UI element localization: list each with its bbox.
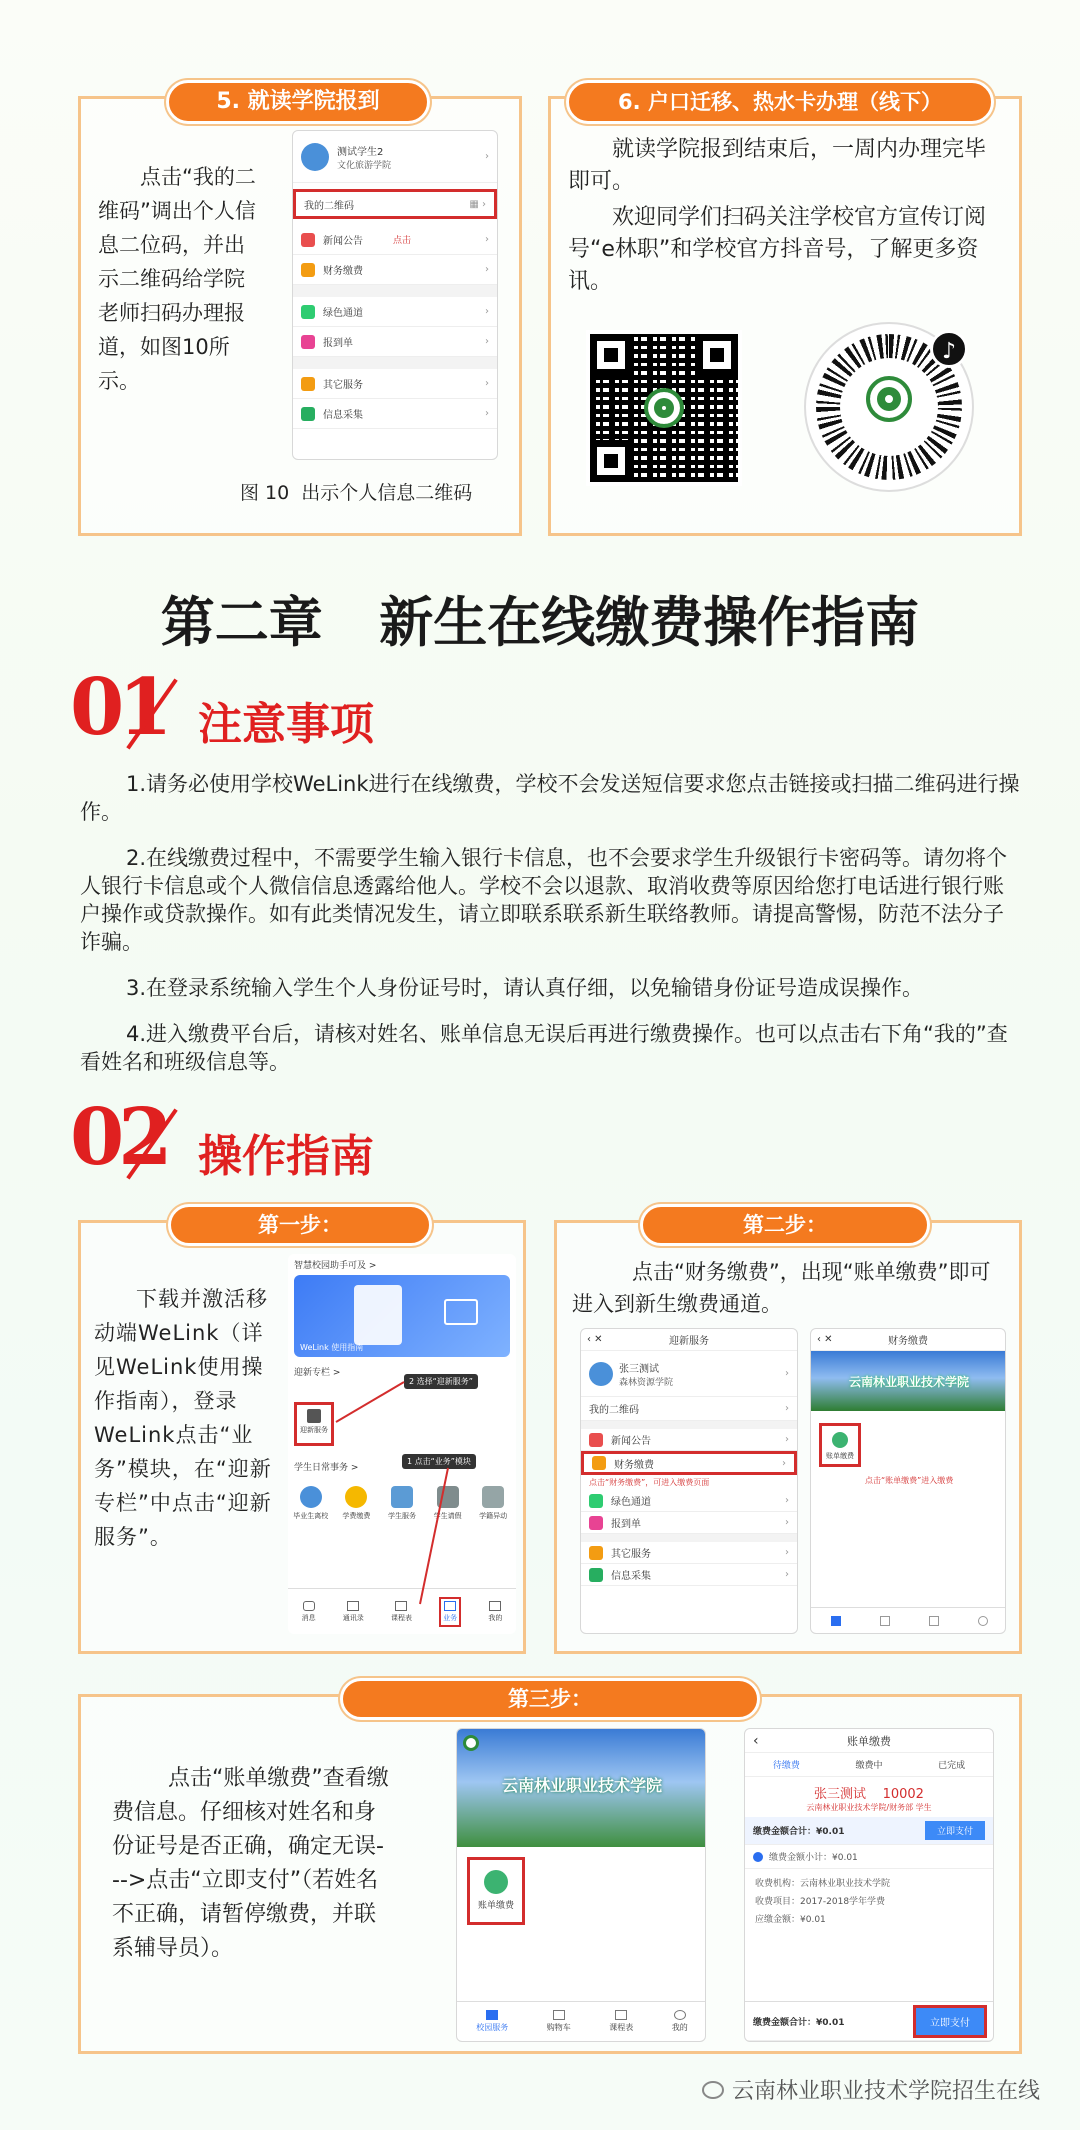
- bill-payment-tile[interactable]: [467, 1857, 525, 1925]
- tab-done[interactable]: 已完成: [938, 1761, 966, 1771]
- back-icon[interactable]: ‹ ✕: [587, 1334, 603, 1345]
- section-number-02: 02: [70, 1092, 167, 1183]
- report-icon: [589, 1516, 603, 1530]
- user-name: 测试学生2: [337, 146, 384, 158]
- tab-label: 购物车: [546, 2023, 571, 2032]
- user-sub: 森林资源学院: [619, 1377, 674, 1388]
- section6-para1: 就读学院报到结束后，一周内办理完毕即可。: [568, 137, 987, 194]
- wechat-icon: [702, 2081, 724, 2099]
- menu-item-report[interactable]: [293, 327, 497, 357]
- top-link[interactable]: 智慧校园助手可及 >: [294, 1261, 377, 1271]
- tab-label: 通讯录: [342, 1613, 364, 1622]
- menu-label: 新闻公告: [323, 236, 363, 247]
- section-number-01: 01: [70, 662, 167, 753]
- menu-label: 新闻公告: [611, 1436, 651, 1447]
- tab-campus[interactable]: [476, 2010, 508, 2033]
- tab-paying[interactable]: 缴费中: [855, 1761, 883, 1771]
- app-label: 学生请假: [433, 1512, 462, 1520]
- tab-label: 课程表: [609, 2023, 634, 2032]
- qr-code-row[interactable]: [293, 189, 497, 219]
- footer-account: [702, 2074, 1040, 2105]
- chevron-right-icon: ›: [785, 1547, 789, 1558]
- campus-banner: [457, 1729, 705, 1847]
- green-channel-icon: [301, 305, 315, 319]
- back-icon[interactable]: ‹: [753, 1732, 759, 1749]
- column-welcome[interactable]: 迎新专栏 >: [294, 1368, 341, 1378]
- chevron-right-icon: ›: [485, 264, 489, 275]
- step2-phone-b: [810, 1328, 1006, 1634]
- school-name: 云南林业职业技术学院: [501, 1776, 662, 1795]
- pay-now-top[interactable]: 立即支付: [925, 1821, 985, 1840]
- avatar: [589, 1362, 613, 1386]
- menu-label: 财务缴费: [614, 1459, 654, 1471]
- menu-label: 财务缴费: [323, 266, 363, 277]
- tip-choose-service: 2 选择“迎新服务”: [404, 1374, 478, 1389]
- screen-header: 账单缴费: [847, 1734, 891, 1748]
- payer-sub: 云南林业职业技术学院/财务部 学生: [806, 1803, 932, 1812]
- chevron-right-icon: ›: [485, 408, 489, 419]
- bottom-tabbar: [811, 1607, 1006, 1633]
- pay-now-button[interactable]: 立即支付: [913, 2005, 987, 2038]
- chevron-right-icon: ›: [485, 378, 489, 389]
- qr-small-icon: ▦ ›: [469, 198, 486, 210]
- tab-label: 我的: [671, 2023, 688, 2032]
- tab-label: 消息: [301, 1613, 316, 1622]
- qr-code-label: 我的二维码: [589, 1405, 639, 1416]
- news-icon: [589, 1433, 603, 1447]
- menu-item-other[interactable]: [581, 1542, 797, 1564]
- bill-icon: [484, 1870, 508, 1894]
- chevron-right-icon: ›: [785, 1517, 789, 1528]
- tab-label: 我的: [488, 1613, 503, 1622]
- menu-label: 报到单: [611, 1519, 641, 1530]
- step1-phone-screenshot: [288, 1254, 516, 1634]
- report-icon: [301, 335, 315, 349]
- info-collect-icon: [589, 1568, 603, 1582]
- tab-schedule[interactable]: [609, 2010, 633, 2033]
- tab-unpaid[interactable]: 待缴费: [772, 1761, 800, 1771]
- chevron-right-icon: ›: [785, 1403, 789, 1414]
- tab-me[interactable]: [672, 2010, 688, 2033]
- section5-phone-screenshot: [292, 130, 498, 460]
- step3-text: 点击“账单缴费”查看缴费信息。仔细核对姓名和身份证号是否正确，确定无误--->点击“立即支付”（若姓名不正确，请暂停缴费，并联系辅导员）。: [112, 1766, 389, 1961]
- chevron-right-icon: ›: [485, 151, 489, 162]
- chevron-right-icon: ›: [485, 234, 489, 245]
- welcome-service-label: 迎新服务: [300, 1426, 328, 1434]
- home-icon: [486, 2010, 498, 2020]
- school-logo-icon: [866, 376, 912, 422]
- step3-phone-b: [744, 1728, 994, 2042]
- tab-label: 校园服务: [476, 2023, 509, 2032]
- user-name: 张三测试: [619, 1363, 659, 1375]
- tip-tap-business: 1 点击“业务”模块: [402, 1454, 476, 1469]
- calendar-icon: [615, 2010, 627, 2020]
- step3-title: 第三步：: [340, 1678, 760, 1720]
- chevron-right-icon: ›: [785, 1495, 789, 1506]
- pointer-arrows: [288, 1254, 516, 1634]
- menu-label: 信息采集: [323, 410, 363, 421]
- menu-label: 绿色通道: [611, 1497, 651, 1508]
- green-channel-icon: [589, 1494, 603, 1508]
- school-logo-icon: [463, 1735, 479, 1751]
- menu-item-info[interactable]: [293, 399, 497, 429]
- section6-para2: 欢迎同学们扫码关注学校官方宣传订阅号“e林职”和学校官方抖音号，了解更多资讯。: [568, 205, 987, 294]
- tab-cart[interactable]: [547, 2010, 571, 2033]
- menu-item-finance[interactable]: [581, 1451, 797, 1475]
- tip-bill: 点击“账单缴费”进入缴费: [865, 1476, 954, 1485]
- back-icon[interactable]: ‹ ✕: [817, 1334, 833, 1345]
- subtotal: 缴费金额小计：¥0.01: [769, 1853, 858, 1863]
- bottom-tabbar: [457, 2001, 706, 2041]
- screen-header: 迎新服务: [669, 1336, 709, 1347]
- menu-item-finance[interactable]: [293, 255, 497, 285]
- total-label: 缴费金额合计：¥0.01: [753, 1827, 845, 1837]
- cart-icon: [553, 2010, 565, 2020]
- tap-label: 点击: [393, 236, 412, 246]
- douyin-icon: ♪: [930, 330, 968, 368]
- fee-due: 应缴金额：¥0.01: [755, 1915, 826, 1925]
- menu-label: 报到单: [323, 338, 353, 349]
- menu-label: 信息采集: [611, 1571, 651, 1582]
- avatar: [301, 143, 329, 171]
- section6-title: 6. 户口迁移、热水卡办理（线下）: [566, 80, 994, 124]
- bottom-total: 缴费金额合计：¥0.01: [753, 2017, 845, 2028]
- app-label: 学籍异动: [479, 1512, 508, 1520]
- menu-item-news[interactable]: [293, 225, 497, 255]
- profile-icon: [674, 2010, 686, 2020]
- user-sub: 文化旅游学院: [337, 160, 392, 171]
- app-label: 学费缴费: [342, 1512, 371, 1520]
- menu-item-report[interactable]: [581, 1512, 797, 1534]
- step2-phone-a: [580, 1328, 798, 1634]
- news-icon: [301, 233, 315, 247]
- bill-label: 账单缴费: [826, 1452, 854, 1460]
- chapter-title: 第二章 新生在线缴费操作指南: [160, 591, 920, 654]
- fee-item: 收费项目：2017-2018学年学费: [755, 1897, 886, 1907]
- menu-item-green[interactable]: [581, 1490, 797, 1512]
- banner-label: WeLink 使用指南: [300, 1343, 364, 1352]
- step1-text: 下载并激活移动端WeLink（详见WeLink使用操作指南），登录WeLink点击“业务”模块，在“迎新专栏”中点击“迎新服务”。: [94, 1287, 272, 1549]
- qr-code-label: 我的二维码: [304, 200, 354, 212]
- school-logo-icon: [644, 388, 684, 428]
- chevron-right-icon: ›: [785, 1569, 789, 1580]
- menu-item-news[interactable]: [581, 1429, 797, 1451]
- check-icon[interactable]: [753, 1852, 763, 1862]
- notice-item-3: 3.在登录系统输入学生个人身份证号时，请认真仔细，以免输错身份证号造成误操作。: [126, 976, 924, 1000]
- menu-item-other[interactable]: [293, 369, 497, 399]
- school-name: 云南林业职业技术学院: [848, 1375, 969, 1389]
- chevron-right-icon: ›: [785, 1434, 789, 1445]
- menu-item-info[interactable]: [581, 1564, 797, 1586]
- step2-title: 第二步：: [640, 1204, 930, 1246]
- footer-account-name: 云南林业职业技术学院招生在线: [731, 2079, 1040, 2104]
- notice-item-2: 2.在线缴费过程中，不需要学生输入银行卡信息，也不会要求学生升级银行卡密码等。请勿将个人银行卡信息或个人微信信息透露给他人。学校不会以退款、取消收费等原因给您打电话进行银行账户操作或贷款操作。如有此类情况发生，请立即联系联系新生联络教师。请提高警惕，防范不法分子诈骗。: [80, 846, 1008, 954]
- bill-payment-tile[interactable]: [819, 1423, 861, 1467]
- menu-label: 其它服务: [323, 380, 363, 391]
- notice-item-1: 1.请务必使用学校WeLink进行在线缴费，学校不会发送短信要求您点击链接或扫描二维码进行操作。: [80, 772, 1020, 824]
- screen-header: 财务缴费: [888, 1336, 928, 1347]
- home-icon[interactable]: [831, 1616, 841, 1626]
- notice-list: [80, 770, 1020, 1076]
- status-tabs: [745, 1753, 993, 1777]
- chevron-right-icon: ›: [485, 336, 489, 347]
- notice-heading: 注意事项: [198, 699, 374, 750]
- campus-banner: [811, 1351, 1005, 1411]
- finance-icon: [301, 263, 315, 277]
- chevron-right-icon: ›: [785, 1368, 789, 1379]
- finance-icon: [592, 1456, 606, 1470]
- bill-label: 账单缴费: [477, 1901, 514, 1911]
- menu-item-green[interactable]: [293, 297, 497, 327]
- notice-item-4: 4.进入缴费平台后，请核对姓名、账单信息无误后再进行缴费操作。也可以点击右下角“我的”查看姓名和班级信息等。: [80, 1022, 1008, 1074]
- bill-icon: [832, 1432, 848, 1448]
- figure-caption: 图 10 出示个人信息二维码: [240, 482, 473, 504]
- fee-org: 收费机构：云南林业职业技术学院: [755, 1879, 891, 1889]
- tab-label: 课程表: [390, 1613, 412, 1622]
- section5-text: 点击“我的二维码”调出个人信息二位码，并出示二维码给学院老师扫码办理报道，如图10所示。: [98, 165, 256, 393]
- profile-icon[interactable]: [978, 1616, 988, 1626]
- step1-title: 第一步：: [168, 1204, 432, 1246]
- other-service-icon: [589, 1546, 603, 1560]
- chevron-right-icon: ›: [782, 1457, 786, 1469]
- menu-label: 绿色通道: [323, 308, 363, 319]
- other-service-icon: [301, 377, 315, 391]
- tab-label: 业务: [443, 1613, 458, 1622]
- app-label: 毕业生离校: [293, 1512, 329, 1520]
- guide-heading: 操作指南: [198, 1131, 374, 1182]
- info-collect-icon: [301, 407, 315, 421]
- column-daily[interactable]: 学生日常事务 >: [294, 1463, 359, 1473]
- douyin-qr-code: [804, 322, 974, 492]
- step3-phone-a: [456, 1728, 706, 2042]
- payer-name: 张三测试 10002: [814, 1787, 924, 1802]
- section5-title: 5. 就读学院报到: [166, 80, 430, 124]
- calendar-icon[interactable]: [929, 1616, 939, 1626]
- tip-finance: 点击“财务缴费”，可进入缴费页面: [589, 1478, 710, 1487]
- app-label: 学生服务: [387, 1512, 416, 1520]
- qr-code-row[interactable]: [581, 1397, 797, 1421]
- cart-icon[interactable]: [880, 1616, 890, 1626]
- step2-text: 点击“财务缴费”，出现“账单缴费”即可进入到新生缴费通道。: [572, 1260, 991, 1316]
- chevron-right-icon: ›: [485, 306, 489, 317]
- menu-label: 其它服务: [611, 1549, 651, 1560]
- wechat-qr-code: [586, 330, 742, 486]
